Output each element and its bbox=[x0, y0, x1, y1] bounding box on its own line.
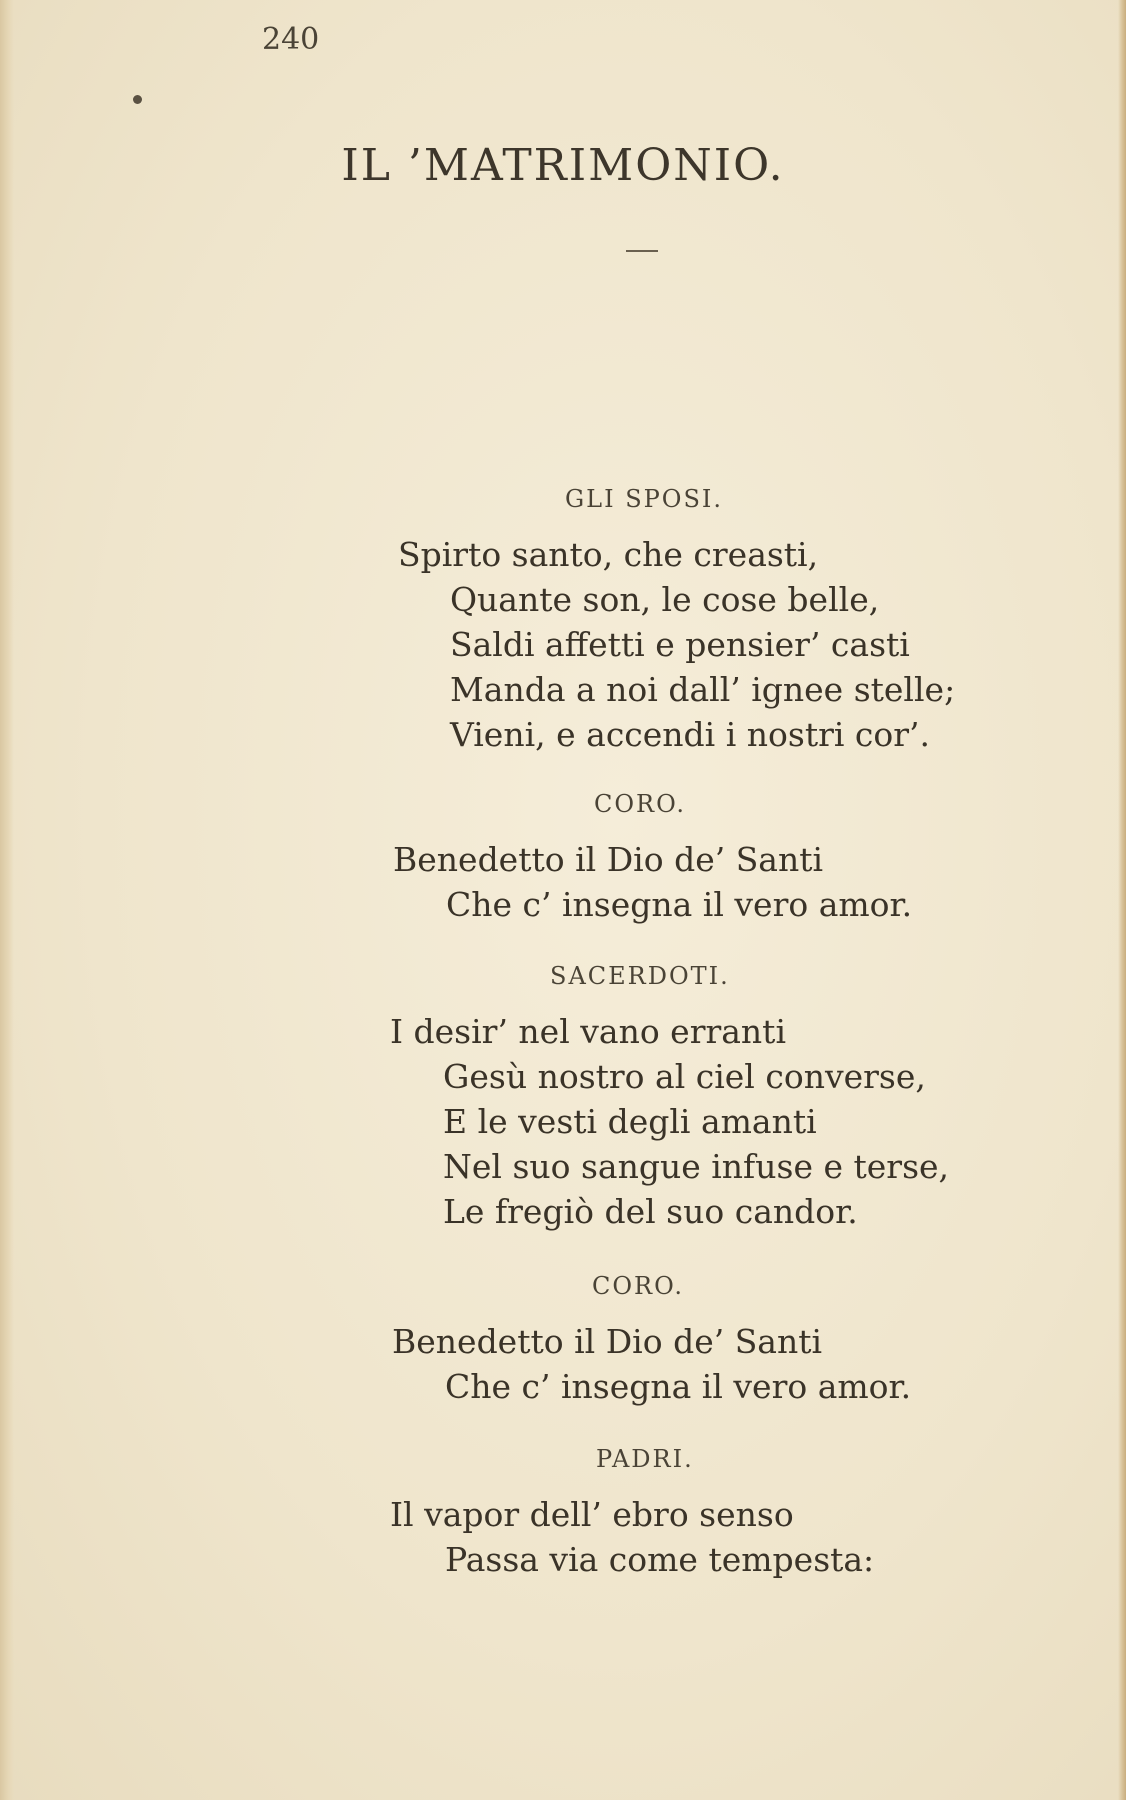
verse-line: Benedetto il Dio de’ Santi bbox=[393, 840, 824, 879]
page-left-edge bbox=[0, 0, 14, 1800]
verse-line: Passa via come tempesta: bbox=[445, 1540, 875, 1579]
speaker-heading: GLI SPOSI. bbox=[565, 485, 724, 513]
page-title: IL ’MATRIMONIO. bbox=[341, 140, 785, 191]
verse-line: I desir’ nel vano erranti bbox=[390, 1012, 786, 1051]
verse-line: Benedetto il Dio de’ Santi bbox=[392, 1322, 823, 1361]
verse-line: Il vapor dell’ ebro senso bbox=[390, 1495, 794, 1534]
page-number: 240 bbox=[262, 22, 320, 57]
speaker-heading: SACERDOTI. bbox=[550, 962, 730, 990]
speaker-heading: CORO. bbox=[594, 790, 687, 818]
verse-line: E le vesti degli amanti bbox=[443, 1102, 817, 1141]
speaker-heading: PADRI. bbox=[596, 1445, 694, 1473]
title-divider bbox=[626, 250, 658, 252]
verse-line: Quante son, le cose belle, bbox=[450, 580, 880, 619]
verse-line: Manda a noi dall’ ignee stelle; bbox=[450, 670, 956, 709]
verse-line: Che c’ insegna il vero amor. bbox=[445, 1367, 912, 1406]
verse-line: Saldi affetti e pensier’ casti bbox=[450, 625, 910, 664]
verse-line: Nel suo sangue infuse e terse, bbox=[443, 1147, 950, 1186]
verse-line: Gesù nostro al ciel converse, bbox=[443, 1057, 926, 1096]
ink-spot bbox=[133, 95, 142, 104]
verse-line: Che c’ insegna il vero amor. bbox=[446, 885, 913, 924]
verse-line: Vieni, e accendi i nostri cor’. bbox=[450, 715, 931, 754]
verse-line: Spirto santo, che creasti, bbox=[398, 535, 819, 574]
page-right-edge bbox=[1118, 0, 1126, 1800]
verse-line: Le fregiò del suo candor. bbox=[443, 1192, 858, 1231]
speaker-heading: CORO. bbox=[592, 1272, 685, 1300]
